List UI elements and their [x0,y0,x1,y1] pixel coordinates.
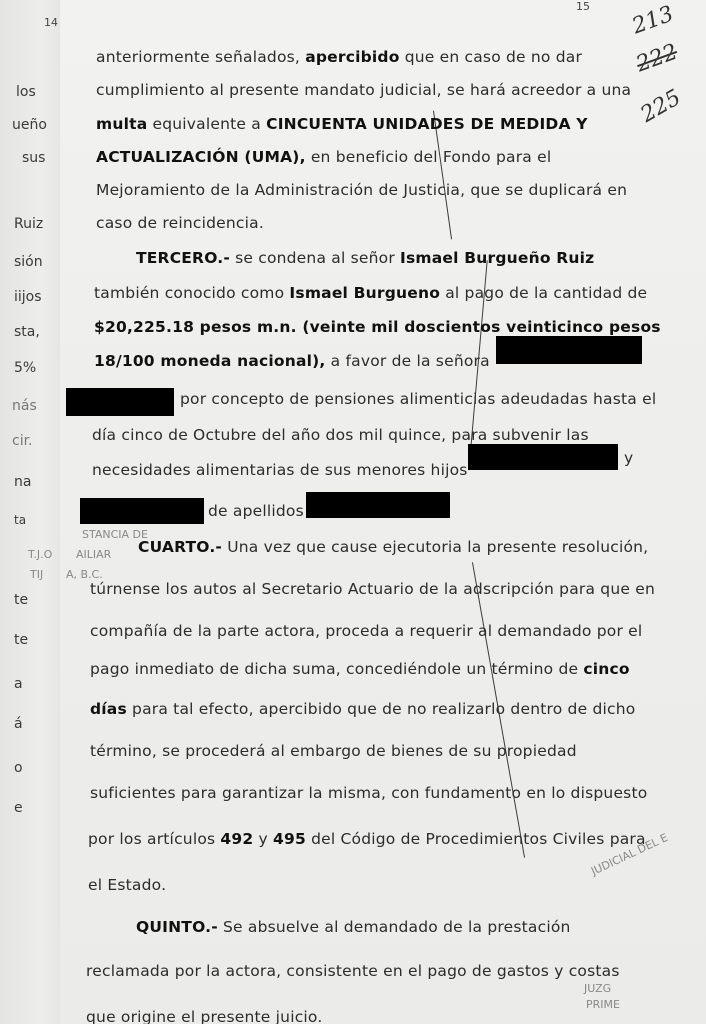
text-line: de apellidos [208,502,304,520]
clause-label: QUINTO.- [136,918,218,936]
text-line: que origine el presente juicio. [86,1008,323,1024]
stamp-text: JUZG [584,982,612,995]
text-line: por concepto de pensiones alimenticias adeudadas hasta el [180,390,657,408]
text-line: compañía de la parte actora, proceda a requerir al demandado por el [90,622,643,640]
margin-fragment: sta, [14,324,40,340]
margin-fragment: sus [22,150,46,166]
margin-fragment: los [16,84,36,100]
text-line: término, se procederá al embargo de bienes de su propiedad [90,742,577,760]
margin-fragment: cir. [12,433,33,449]
text-line: $20,225.18 pesos m.n. (veinte mil doscientos veinticinco pesos [94,318,661,336]
text-line-tercero: TERCERO.- se condena al señor Ismael Burgueño Ruiz [136,249,595,267]
page-number-left: 14 [44,16,58,29]
redaction-box [66,388,174,416]
clause-label: TERCERO.- [136,249,230,267]
margin-fragment: nás [12,398,37,414]
stamp-text: TIJ [30,568,44,581]
text-line: túrnense los autos al Secretario Actuario de la adscripción para que en [90,580,655,598]
margin-fragment: te [14,632,29,648]
margin-fragment: te [14,592,29,608]
text-line: días para tal efecto, apercibido que de no realizarlo dentro de dicho [90,700,636,718]
margin-fragment: ta [14,513,27,527]
margin-fragment: Ruiz [14,216,44,232]
text-line-quinto: QUINTO.- Se absuelve al demandado de la prestación [136,918,571,936]
margin-fragment: á [14,716,23,732]
text-line-cuarto: CUARTO.- Una vez que cause ejecutoria la presente resolución, [138,538,649,556]
margin-fragment: o [14,760,23,776]
page-number-right: 15 [576,0,590,13]
text-line: pago inmediato de dicha suma, concediéndole un término de cinco [90,660,630,678]
margin-fragment: na [14,474,32,490]
text-line: reclamada por la actora, consistente en el pago de gastos y costas [86,962,620,980]
stamp-text: A, B.C. [66,568,103,581]
text-line: caso de reincidencia. [96,214,264,232]
margin-fragment: a [14,676,23,692]
text-line: 18/100 moneda nacional), a favor de la señora [94,352,490,370]
text-line: suficientes para garantizar la misma, con fundamento en lo dispuesto [90,784,648,802]
margin-fragment: e [14,800,23,816]
redaction-box [306,492,450,518]
stamp-text: PRIME [586,998,620,1011]
margin-fragment: 5% [14,360,37,376]
text-line: el Estado. [88,876,167,894]
stamp-text: JUDICIAL DEL E [589,831,670,878]
handwritten-number: 213 [628,1,678,40]
clause-label: CUARTO.- [138,538,223,556]
text-line: también conocido como Ismael Burgueno al pago de la cantidad de [94,284,648,302]
text-line: necesidades alimentarias de sus menores hijos [92,461,468,479]
text-line: multa equivalente a CINCUENTA UNIDADES DE MEDIDA Y [96,115,588,133]
handwritten-number: 225 [636,85,686,128]
text-line: ACTUALIZACIÓN (UMA), en beneficio del Fondo para el [96,148,552,166]
text-fragment: y [624,449,634,467]
stamp-text: AILIAR [76,548,112,561]
redaction-box [80,498,204,524]
stamp-text: STANCIA DE [82,528,148,541]
margin-fragment: iijos [14,289,42,305]
margin-fragment: sión [14,254,43,270]
handwritten-number-struck: 222 [632,39,682,78]
redaction-box [496,336,642,364]
text-line: por los artículos 492 y 495 del Código de Procedimientos Civiles para [88,830,646,848]
text-line: día cinco de Octubre del año dos mil quince, para subvenir las [92,426,589,444]
text-line: Mejoramiento de la Administración de Justicia, que se duplicará en [96,181,628,199]
margin-fragment: ueño [12,117,47,133]
redaction-box [468,444,618,470]
text-line: cumplimiento al presente mandato judicial, se hará acreedor a una [96,81,632,99]
stamp-text: T.J.O [28,548,53,561]
text-line: anteriormente señalados, apercibido que en caso de no dar [96,48,583,66]
